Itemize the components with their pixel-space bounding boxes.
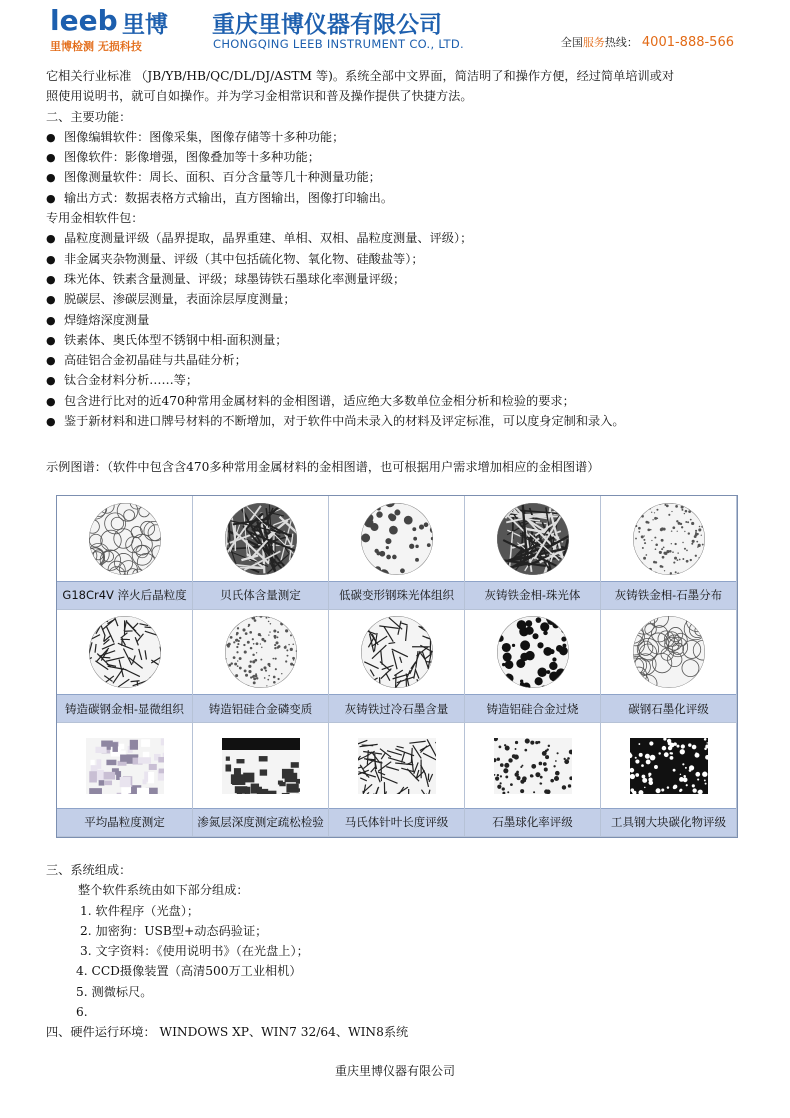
list-item: ● 包含进行比对的近470种常用金属材料的金相图谱，适应绝大多数单位金相分析和检验的要求； bbox=[46, 391, 746, 411]
list-item: ● 高硅铝合金初晶硅与共晶硅分析； bbox=[46, 350, 746, 370]
atlas-cell bbox=[57, 496, 193, 610]
hotline-service: 服务 bbox=[582, 36, 605, 49]
atlas-image-area bbox=[601, 723, 736, 809]
atlas-caption: 铸造铝硅合金磷变质 bbox=[193, 694, 328, 722]
micrograph-image bbox=[494, 738, 572, 794]
atlas-cell bbox=[601, 723, 737, 837]
list-item: ● 焊缝熔深度测量 bbox=[46, 310, 746, 330]
bullet-icon: ● bbox=[46, 232, 56, 246]
section3-block bbox=[46, 860, 746, 1043]
list-item: ● 图像编辑软件：图像采集，图像存储等十多种功能； bbox=[46, 127, 746, 147]
micrograph-image bbox=[360, 502, 434, 576]
bullet-icon: ● bbox=[46, 151, 56, 165]
micrograph-image bbox=[496, 502, 570, 576]
micrograph-image bbox=[224, 615, 298, 689]
micrograph-image bbox=[88, 615, 162, 689]
atlas-cell bbox=[193, 496, 329, 610]
atlas-cell bbox=[465, 496, 601, 610]
bullet-icon: ● bbox=[46, 333, 56, 347]
hotline-prefix: 全国 bbox=[560, 36, 583, 49]
list-item: ● 晶粒度测量评级（晶界提取，晶界重建、单相、双相、晶粒度测量、评级）； bbox=[46, 228, 746, 248]
atlas-caption: 马氏体针叶长度评级 bbox=[329, 808, 464, 836]
section3-title: 三、系统组成： bbox=[46, 863, 132, 877]
list-item: ● 鉴于新材料和进口牌号材料的不断增加，对于软件中尚未录入的材料及评定标准，可以度身定制和录入。 bbox=[46, 411, 746, 431]
bullet-icon: ● bbox=[46, 252, 56, 266]
micrograph-image bbox=[632, 615, 706, 689]
list-item: 2. 加密狗：USB型+动态码验证； bbox=[80, 923, 268, 938]
atlas-image-area bbox=[465, 610, 600, 696]
list-item: ● 非金属夹杂物测量、评级（其中包括硫化物、氧化物、硅酸盐等）； bbox=[46, 249, 746, 269]
hotline bbox=[561, 34, 734, 50]
micrograph-image bbox=[86, 738, 164, 794]
list-item: 4. CCD摄像装置（高清500万工业相机） bbox=[76, 964, 302, 979]
list-item: 3. 文字资料：《使用说明书》（在光盘上）； bbox=[80, 944, 309, 959]
micrograph-image bbox=[224, 502, 298, 576]
bullet-icon: ● bbox=[46, 354, 56, 368]
bullet-icon: ● bbox=[46, 171, 56, 185]
bullet-icon: ● bbox=[46, 130, 56, 144]
atlas-cell bbox=[329, 723, 465, 837]
atlas-cell bbox=[465, 610, 601, 724]
hotline-suffix: 热线： bbox=[604, 36, 638, 49]
atlas-image-area bbox=[193, 610, 328, 696]
footer-company: 重庆里博仪器有限公司 bbox=[334, 1064, 455, 1078]
section2-subtitle: 专用金相软件包： bbox=[46, 211, 144, 226]
atlas-caption: 铸造碳钢金相-显微组织 bbox=[57, 694, 192, 722]
section2-title: 二、主要功能： bbox=[46, 109, 132, 124]
atlas-image-area bbox=[329, 723, 464, 809]
atlas-image-area bbox=[465, 496, 600, 582]
list-item: 6. bbox=[76, 1005, 88, 1020]
atlas-image-area bbox=[465, 723, 600, 809]
atlas-caption: 碳钢石墨化评级 bbox=[601, 694, 736, 722]
atlas-image-area bbox=[57, 723, 192, 809]
intro-text bbox=[46, 66, 746, 431]
atlas-caption: 工具钢大块碳化物评级 bbox=[601, 808, 736, 836]
atlas-intro-block bbox=[46, 457, 746, 477]
atlas-cell bbox=[601, 610, 737, 724]
atlas-image-area bbox=[193, 723, 328, 809]
bullet-icon: ● bbox=[46, 191, 56, 205]
page-header bbox=[0, 0, 790, 56]
atlas-caption: 贝氏体含量测定 bbox=[193, 581, 328, 609]
micrograph-image bbox=[632, 502, 706, 576]
logo-wordmark: leeb bbox=[50, 4, 118, 37]
list-item: 5. 测微标尺。 bbox=[76, 984, 153, 999]
intro-line-2: 照使用说明书，就可自如操作。并为学习金相常识和普及操作提供了快捷方法。 bbox=[46, 89, 473, 104]
atlas-image-area bbox=[57, 496, 192, 582]
list-item: ● 铁素体、奥氏体型不锈钢中相-面积测量； bbox=[46, 330, 746, 350]
section4-title: 四、硬件运行环境： WINDOWS XP、WIN7 32/64、WIN8系统 bbox=[46, 1025, 409, 1040]
bullet-icon: ● bbox=[46, 313, 56, 327]
hotline-number: 4001-888-566 bbox=[641, 35, 734, 50]
intro-line-1: 它相关行业标准 （JB/YB/HB/QC/DL/DJ/ASTM 等)。系统全部中文界面，简洁明了和操作方便，经过简单培训或对 bbox=[46, 69, 675, 83]
slogan: 里博检测 无损科技 bbox=[50, 40, 142, 53]
atlas-image-area bbox=[193, 496, 328, 582]
bullet-icon: ● bbox=[46, 374, 56, 388]
bullet-icon: ● bbox=[46, 293, 56, 307]
atlas-cell bbox=[193, 610, 329, 724]
atlas-caption: 渗氮层深度测定疏松检验 bbox=[193, 808, 328, 836]
atlas-cell bbox=[329, 610, 465, 724]
list-item: ● 珠光体、铁素含量测量、评级；球墨铸铁石墨球化率测量评级； bbox=[46, 269, 746, 289]
atlas-caption: 灰铸铁过冷石墨含量 bbox=[329, 694, 464, 722]
atlas-cell bbox=[329, 496, 465, 610]
section3-lead: 整个软件系统由如下部分组成： bbox=[78, 883, 249, 898]
bullet-icon: ● bbox=[46, 272, 56, 286]
atlas-caption: 灰铸铁金相-石墨分布 bbox=[601, 581, 736, 609]
atlas-image-area bbox=[57, 610, 192, 696]
atlas-cell bbox=[601, 496, 737, 610]
atlas-caption: 铸造铝硅合金过烧 bbox=[465, 694, 600, 722]
atlas-caption: 石墨球化率评级 bbox=[465, 808, 600, 836]
company-name-en: CHONGQING LEEB INSTRUMENT CO., LTD. bbox=[213, 37, 464, 51]
atlas-cell bbox=[193, 723, 329, 837]
atlas-image-area bbox=[601, 496, 736, 582]
micrograph-image bbox=[88, 502, 162, 576]
atlas-intro: 示例图谱：（软件中包含含470多种常用金属材料的金相图谱，也可根据用户需求增加相应的金相图谱） bbox=[46, 460, 600, 474]
atlas-caption: 灰铸铁金相-珠光体 bbox=[465, 581, 600, 609]
atlas-caption: 平均晶粒度测定 bbox=[57, 808, 192, 836]
company-name-cn: 重庆里博仪器有限公司 bbox=[212, 12, 442, 38]
atlas-table bbox=[56, 495, 738, 838]
list-item: ● 图像软件：影像增强，图像叠加等十多种功能； bbox=[46, 147, 746, 167]
list-item: ● 钛合金材料分析……等； bbox=[46, 370, 746, 390]
atlas-caption: 低碳变形钢珠光体组织 bbox=[329, 581, 464, 609]
micrograph-image bbox=[630, 738, 708, 794]
micrograph-image bbox=[358, 738, 436, 794]
micrograph-image bbox=[496, 615, 570, 689]
atlas-cell bbox=[57, 723, 193, 837]
list-item: 1. 软件程序（光盘）； bbox=[80, 903, 200, 918]
atlas-image-area bbox=[329, 610, 464, 696]
list-item: ● 输出方式：数据表格方式输出，直方图输出，图像打印输出。 bbox=[46, 188, 746, 208]
atlas-cell bbox=[465, 723, 601, 837]
atlas-image-area bbox=[601, 610, 736, 696]
atlas-caption: G18Cr4V 淬火后晶粒度 bbox=[57, 581, 192, 609]
list-item: ● 图像测量软件：周长、面积、百分含量等几十种测量功能； bbox=[46, 167, 746, 187]
micrograph-image bbox=[360, 615, 434, 689]
micrograph-image bbox=[222, 738, 300, 794]
atlas-image-area bbox=[329, 496, 464, 582]
bullet-icon: ● bbox=[46, 394, 56, 408]
list-item: ● 脱碳层、渗碳层测量，表面涂层厚度测量； bbox=[46, 289, 746, 309]
logo-chinese: 里博 bbox=[122, 12, 168, 38]
bullet-icon: ● bbox=[46, 415, 56, 429]
atlas-cell bbox=[57, 610, 193, 724]
